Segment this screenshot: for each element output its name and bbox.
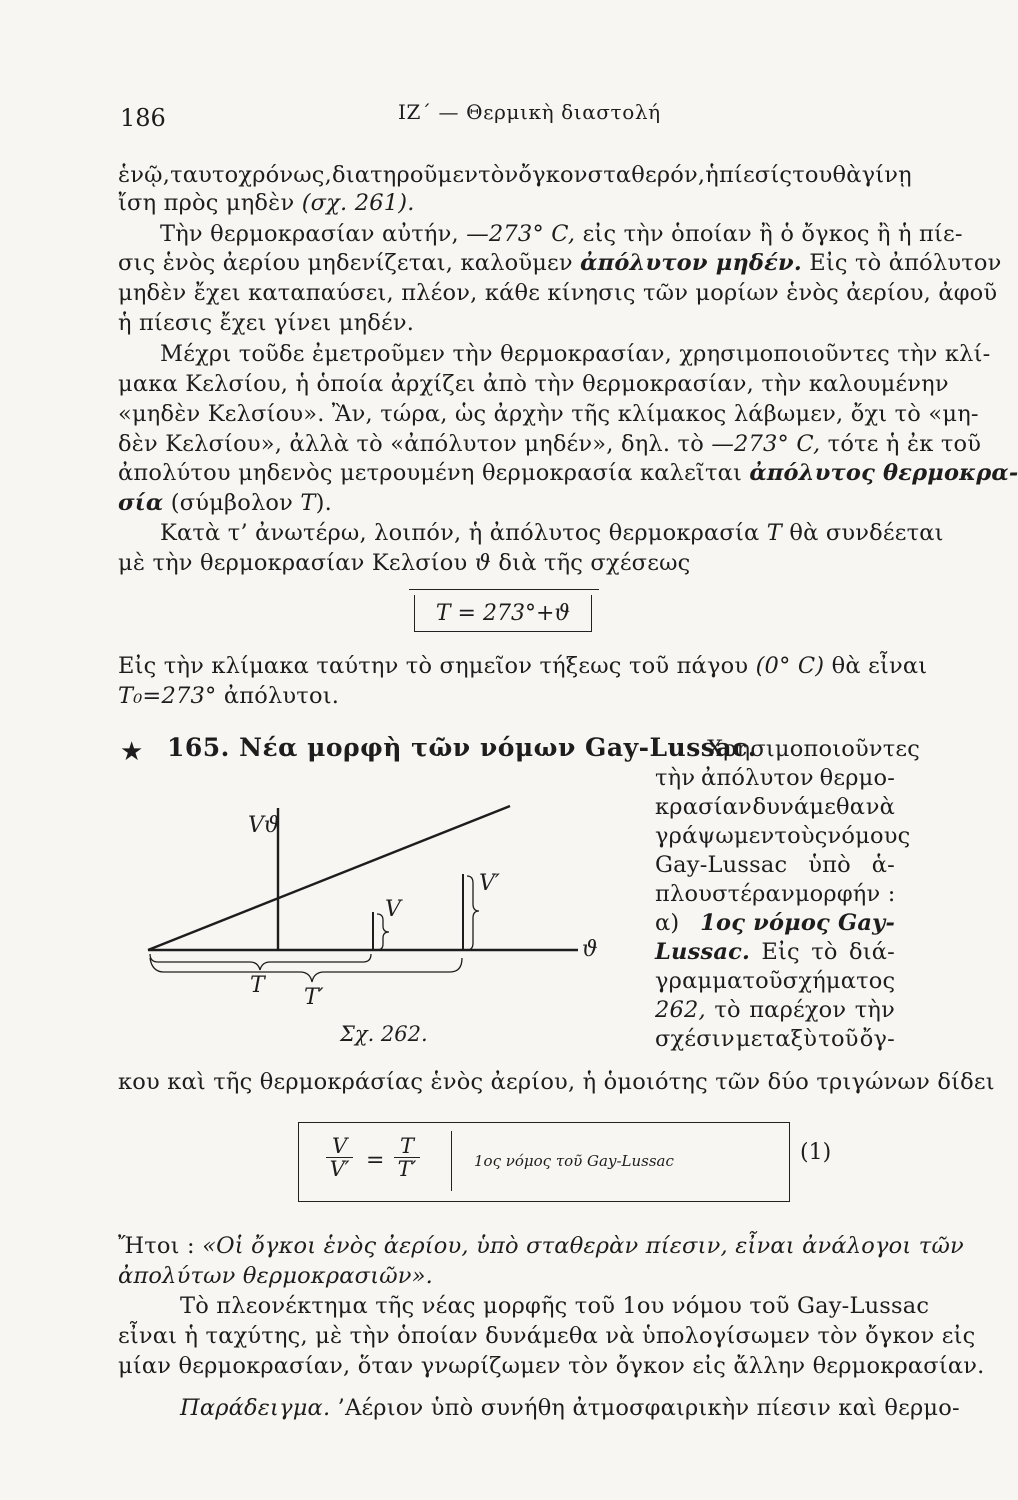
- para3-line3: «μηδὲν Κελσίου». Ἂν, τώρα, ὡς ἀρχὴν τῆς κλίμακος λάβωμεν, ὄχι τὸ «μη-: [118, 401, 979, 427]
- law-label-cell: [451, 1131, 781, 1191]
- figure-262-diagram: [140, 786, 630, 1026]
- para5-line2: T₀=273° ἀπόλυτοι.: [118, 683, 340, 709]
- para2-line1: Τὴν θερμοκρασίαν αὐτήν, —273° C, εἰς τὴν ὁποίαν ἢ ὁ ὄγκος ἢ ἡ πίε-: [160, 221, 963, 247]
- para8-line3: μίαν θερμοκρασίαν, ὅταν γνωρίζωμεν τὸν ὄγκον εἰς ἄλλην θερμοκρασίαν.: [118, 1353, 985, 1379]
- para3-line2: μακα Κελσίου, ἡ ὁποία ἀρχίζει ἀπὸ τὴν θερμοκρασίαν, τὴν καλουμένην: [118, 371, 949, 397]
- right-col-line5: πλουστέραν μορφήν :: [655, 881, 896, 907]
- right-col-line10: σχέσιν μεταξὺ τοῦ ὄγ-: [655, 1026, 895, 1052]
- para2-line3: μηδὲν ἔχει καταπαύσει, πλέον, κάθε κίνησις τῶν μορίων ἑνὸς ἀερίου, ἀφοῦ: [118, 280, 998, 306]
- para7-line2: ἀπολύτων θερμοκρασιῶν».: [118, 1263, 434, 1289]
- label-t: T: [250, 973, 265, 998]
- para8-line2: εἶναι ἡ ταχύτης, μὲ τὴν ὁποίαν δυνάμεθα νὰ ὑπολογίσωμεν τὸν ὄγκον εἰς: [118, 1323, 976, 1349]
- para3-line4: δὲν Κελσίου», ἀλλὰ τὸ «ἀπόλυτον μηδέν», δηλ. τὸ —273° C, τότε ἡ ἐκ τοῦ: [118, 431, 982, 457]
- equals-sign: =: [366, 1148, 385, 1173]
- label-vtheta: Vϑ: [248, 813, 280, 838]
- label-v: V: [385, 897, 401, 922]
- fraction-t-tprime: $\frac{T}{T'}$: [394, 1135, 420, 1180]
- para4-line2: μὲ τὴν θερμοκρασίαν Κελσίου ϑ διὰ τῆς σχέσεως: [118, 550, 691, 576]
- para1-line1: ἑνῷ, ταυτοχρόνως, διατηροῦμεν τὸν ὄγκον σταθερόν, ἡ πίεσίς του θὰ γίνῃ: [118, 162, 912, 188]
- label-theta: ϑ: [582, 937, 598, 962]
- para6-line1: κου καὶ τῆς θερμοκράσίας ἑνὸς ἀερίου, ἡ ὁμοιότης τῶν δύο τριγώνων δίδει: [118, 1069, 995, 1095]
- para3-line1: Μέχρι τοῦδε ἐμετροῦμεν τὴν θερμοκρασίαν, χρησιμοποιοῦντες τὴν κλί-: [160, 341, 991, 367]
- volume-line: [148, 806, 510, 950]
- equation-number: (1): [800, 1140, 832, 1165]
- para2-line2: σις ἑνὸς ἀερίου μηδενίζεται, καλοῦμεν ἀπόλυτον μηδέν. Εἰς τὸ ἀπόλυτον: [118, 250, 1002, 276]
- right-col-line2: κρασίαν δυνάμεθα νὰ: [655, 794, 895, 820]
- fraction-v-vprime: $\frac{V}{V'}$: [326, 1135, 353, 1180]
- para3-line5: ἀπολύτου μηδενὸς μετρουμένη θερμοκρασία καλεῖται ἀπόλυτος θερμοκρα-: [118, 460, 1018, 486]
- brace-vprime: [467, 876, 479, 950]
- right-col-line6: α) 1ος νόμος Gay-: [655, 910, 895, 936]
- para7-line1: Ἤτοι : «Οἱ ὄγκοι ἑνὸς ἀερίου, ὑπὸ σταθερὰν πίεσιν, εἶναι ἀνάλογοι τῶν: [118, 1233, 964, 1259]
- right-col-line8: γραμμα τοῦ σχήματος: [655, 968, 896, 994]
- para5-line1: Εἰς τὴν κλίμακα ταύτην τὸ σημεῖον τήξεως τοῦ πάγου (0° C) θὰ εἶναι: [118, 653, 928, 679]
- right-col-line3: γράψωμεν τοὺς νόμους: [655, 823, 911, 849]
- figure-caption: Σχ. 262.: [340, 1022, 428, 1046]
- para2-line4: ἡ πίεσις ἔχει γίνει μηδέν.: [118, 310, 415, 336]
- running-title: ΙΖ΄ — Θερμικὴ διαστολή: [398, 100, 661, 124]
- right-col-line9: 262, τὸ παρέχον τὴν: [655, 997, 895, 1023]
- label-vprime: V′: [479, 871, 500, 896]
- label-tprime: T′: [304, 985, 324, 1010]
- para1-line2: ἴση πρὸς μηδὲν (σχ. 261).: [118, 190, 415, 216]
- star-icon: ★: [120, 737, 144, 767]
- para3-line6: σία (σύμβολον T).: [118, 490, 332, 516]
- para9-line1: Παράδειγμα. ’Αέριον ὑπὸ συνήθη ἀτμοσφαιρικὴν πίεσιν καὶ θερμο-: [180, 1395, 960, 1421]
- para8-line1: Τὸ πλεονέκτημα τῆς νέας μορφῆς τοῦ 1ου νόμου τοῦ Gay-Lussac: [180, 1293, 930, 1319]
- right-col-line1: τὴν ἀπόλυτον θερμο-: [655, 765, 895, 791]
- law-label: 1ος νόμος τοῦ Gay-Lussac: [474, 1152, 674, 1170]
- section-lead: Χρησιμοποιοῦντες: [707, 736, 921, 762]
- section-title: 165. Νέα μορφὴ τῶν νόμων Gay-Lussac.: [167, 733, 758, 762]
- page-number: 186: [120, 104, 166, 132]
- formula-box-absolute-temperature: T = 273°+ϑ: [414, 595, 592, 632]
- right-col-line7: Lussac. Εἰς τὸ διά-: [655, 939, 895, 965]
- brace-t: [150, 954, 371, 970]
- para4-line1: Κατὰ τ’ ἀνωτέρω, λοιπόν, ἡ ἀπόλυτος θερμοκρασία T θὰ συνδέεται: [160, 520, 944, 546]
- right-col-line4: Gay-Lussac ὑπὸ ἁ-: [655, 852, 895, 878]
